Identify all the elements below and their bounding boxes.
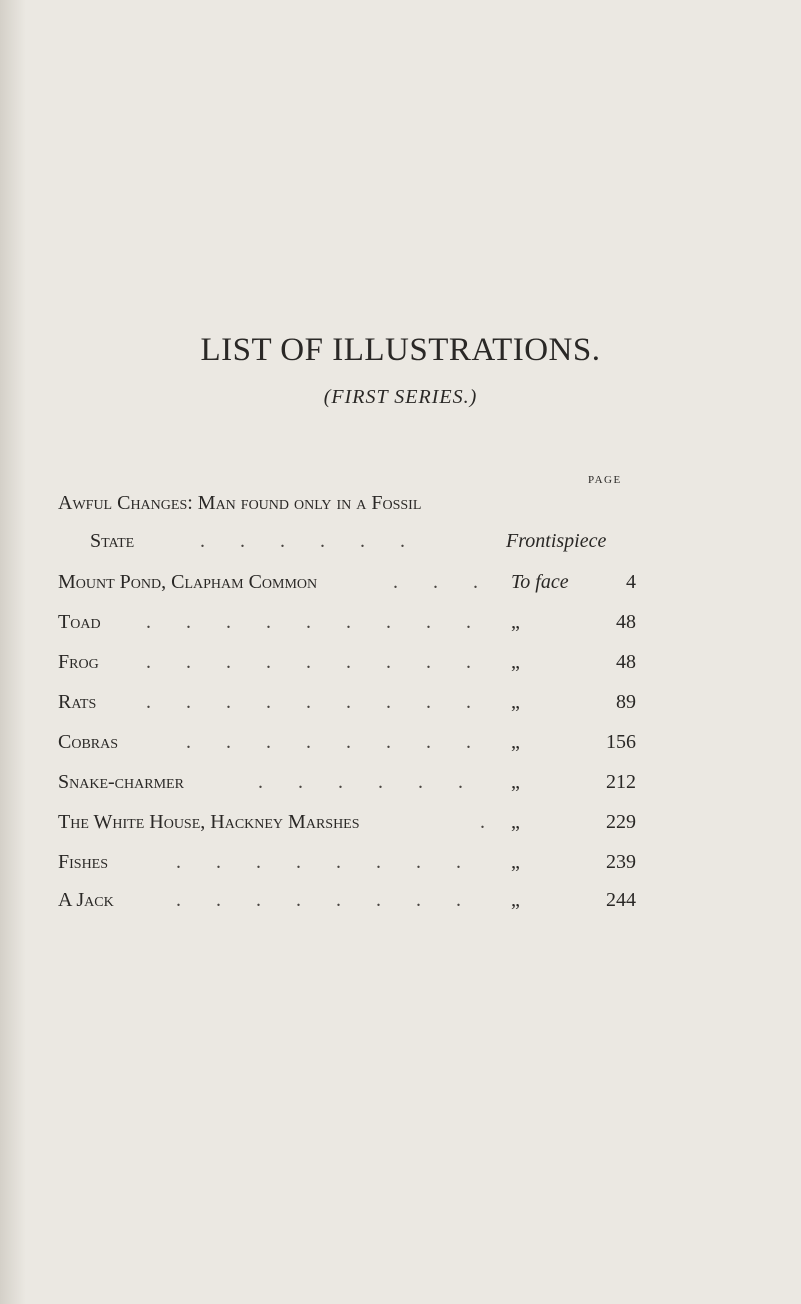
entry-page-number: 89	[616, 691, 636, 713]
entry-page-number: 48	[616, 651, 636, 673]
entry-title: Snake-charmer	[58, 771, 184, 793]
leader-dots: . . . . . . . . .	[146, 611, 486, 633]
illustration-entry-cobras	[58, 731, 636, 761]
ditto-mark: „	[511, 851, 520, 873]
entry-title: A Jack	[58, 889, 114, 911]
ditto-mark: „	[511, 889, 520, 911]
leader-dots: . . . . . . . . .	[146, 691, 486, 713]
ditto-mark: „	[511, 611, 520, 633]
entry-title: Frog	[58, 651, 99, 673]
illustration-entry-snake-charmer	[58, 771, 636, 801]
illustration-entry-toad	[58, 611, 636, 641]
ditto-mark: „	[511, 651, 520, 673]
entry-page-number: 212	[606, 771, 636, 793]
entry-title: State	[90, 530, 135, 552]
leader-dots: . . . . . . . .	[176, 851, 476, 873]
leader-dots: . . . . . .	[258, 771, 478, 793]
leader-dots: . . . . . . . .	[186, 731, 486, 753]
leader-dots: . . . . . . . .	[176, 889, 476, 911]
illustration-entry-fishes	[58, 851, 636, 881]
entry-placement: Frontispiece	[506, 530, 607, 552]
leader-dots: .	[480, 811, 500, 833]
entry-title: Toad	[58, 611, 101, 633]
ditto-mark: „	[511, 691, 520, 713]
illustration-entry-mount-pond	[58, 571, 636, 601]
leader-dots: . . . . . .	[200, 530, 420, 552]
entry-title: Rats	[58, 691, 97, 713]
page-edge-shadow	[0, 0, 26, 1304]
entry-page-number: 239	[606, 851, 636, 873]
entry-title: Cobras	[58, 731, 119, 753]
ditto-mark: „	[511, 731, 520, 753]
illustration-entry-white-house	[58, 811, 636, 841]
illustration-entry-awful-changes-cont	[58, 530, 636, 560]
entry-page-number: 156	[606, 731, 636, 753]
ditto-mark: „	[511, 811, 520, 833]
illustration-entry-awful-changes	[58, 492, 636, 522]
entry-title: Awful Changes: Man found only in a Fossil	[58, 492, 422, 514]
page-column-label: PAGE	[588, 474, 622, 486]
illustration-entry-a-jack	[58, 889, 636, 919]
ditto-mark: „	[511, 771, 520, 793]
entry-title: Fishes	[58, 851, 109, 873]
entry-placement: To face	[511, 571, 569, 593]
page-subtitle: (FIRST SERIES.)	[323, 386, 478, 408]
illustration-entry-frog	[58, 651, 636, 681]
entry-page-number: 4	[626, 571, 636, 593]
leader-dots: . . . . . . . . .	[146, 651, 486, 673]
entry-title: Mount Pond, Clapham Common	[58, 571, 318, 593]
page-title: LIST OF ILLUSTRATIONS.	[200, 332, 601, 368]
entry-page-number: 229	[606, 811, 636, 833]
illustration-entry-rats	[58, 691, 636, 721]
entry-title: The White House, Hackney Marshes	[58, 811, 360, 833]
entry-page-number: 244	[606, 889, 636, 911]
leader-dots: . . .	[393, 571, 493, 593]
entry-page-number: 48	[616, 611, 636, 633]
